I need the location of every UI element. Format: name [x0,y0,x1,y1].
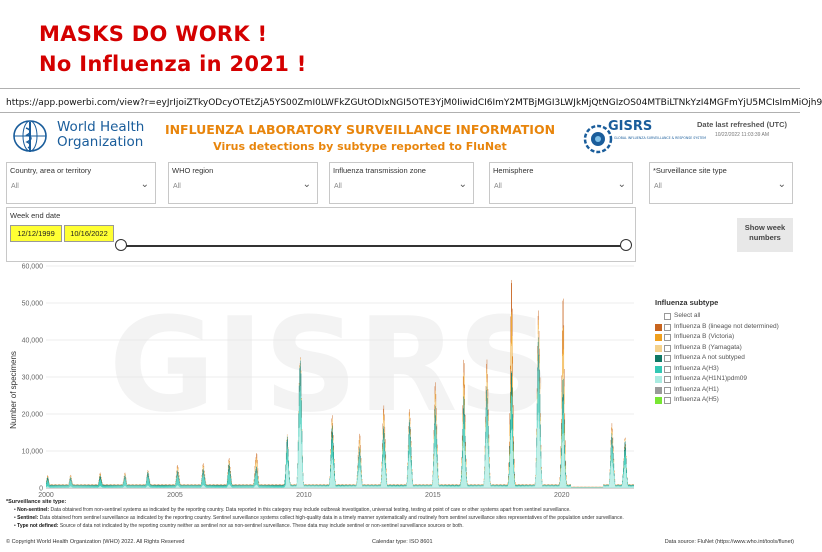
refresh-value: 10/22/2022 11:03:39 AM [714,132,770,138]
chevron-down-icon[interactable]: ⌄ [458,179,467,190]
filter-value: All [334,183,342,190]
gisrs-logo-icon [584,117,706,159]
show-week-numbers-button[interactable]: Show week numbers [737,218,793,252]
meme-title-line2: No Influenza in 2021 ! [39,52,307,76]
range-handle-start[interactable] [115,239,127,251]
org-line1: World Health [57,119,145,135]
filter-value: All [654,183,662,190]
flu-detections-chart [0,260,650,500]
chevron-down-icon[interactable]: ⌄ [140,179,149,190]
filter-label: Influenza transmission zone [333,166,426,175]
org-line2: Organization [57,134,144,150]
start-date-input[interactable]: 12/12/1999 [10,225,62,242]
filter-site-type[interactable] [649,162,793,204]
refresh-label: Date last refreshed (UTC) [696,120,788,129]
report-title: INFLUENZA LABORATORY SURVEILLANCE INFORMATION [164,122,556,137]
filter-value: All [11,183,19,190]
chevron-down-icon[interactable]: ⌄ [777,179,786,190]
week-label: Week end date [10,211,61,220]
end-date-input[interactable]: 10/16/2022 [64,225,114,242]
filter-country[interactable] [6,162,156,204]
who-logo-icon [10,118,50,154]
filter-who-region[interactable] [168,162,318,204]
week-end-date-slicer [6,207,636,262]
date-range-track[interactable] [123,245,628,247]
filter-hemisphere[interactable] [489,162,633,204]
gisrs-wordmark: GISRS [608,119,653,134]
chart-watermark: GISRS [108,289,552,441]
filter-label: Hemisphere [493,166,534,175]
divider [0,88,800,89]
gisrs-tagline: GLOBAL INFLUENZA SURVEILLANCE & RESPONSE SYSTEM [614,136,706,140]
filter-value: All [494,183,502,190]
filter-value: All [173,183,181,190]
filter-label: *Surveillance site type [653,166,727,175]
address-bar-url[interactable]: https://app.powerbi.com/view?r=eyJrIjoiZTkyODcyOTEtZjA5YS00ZmI0LWFkZGUtODIxNGI5OTE3YjM0IiwidCI6ImY2MTBjMGI3LWJkMjQtNGIzOS04MTBiLTNkYzI4MGFmYjU5MCIsImMiOjh9 [6,98,822,108]
divider [0,112,800,113]
chevron-down-icon[interactable]: ⌄ [617,179,626,190]
who-org-name [57,120,144,150]
meme-title-line1: MASKS DO WORK ! [39,22,268,46]
chevron-down-icon[interactable]: ⌄ [302,179,311,190]
filter-label: Country, area or territory [10,166,92,175]
report-subtitle: Virus detections by subtype reported to FluNet [213,140,507,153]
range-handle-end[interactable] [620,239,632,251]
filter-label: WHO region [172,166,214,175]
filter-transmission-zone[interactable] [329,162,474,204]
